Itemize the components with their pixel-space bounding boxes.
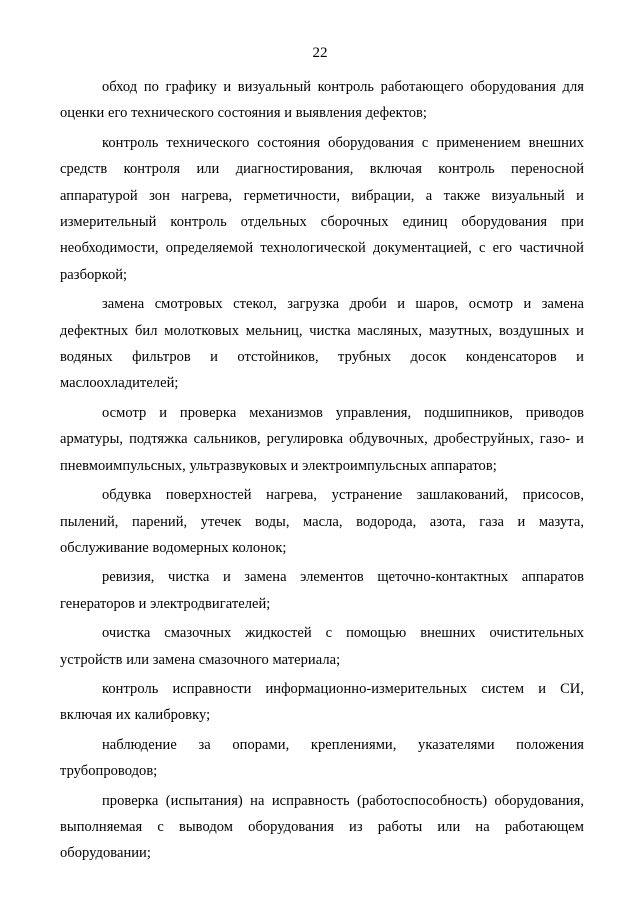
paragraph-technical-condition-control: контроль технического состояния оборудования с применением внешних средств контроля или диагностирования, включая контроль переносной аппаратурой зон нагрева, герметичности, вибрации, а также визуальный и измерительный контроль отдельных сборочных единиц оборудования при необходимости, определяемой технологической документацией, с его частичной разборкой; xyxy=(60,134,584,283)
paragraph-measurement-systems-control: контроль исправности информационно-измерительных систем и СИ, включая их калибровку; xyxy=(60,680,584,724)
paragraph-lubricant-cleaning: очистка смазочных жидкостей с помощью внешних очистительных устройств или замена смазочного материала; xyxy=(60,625,584,668)
paragraph-replacement-cleaning: замена смотровых стекол, загрузка дроби и шаров, осмотр и замена дефектных бил молотковых мельниц, чистка масляных, мазутных, воздушных и водяных фильтров и отстойников, трубных досок конденсаторов и маслоохладителей; xyxy=(60,296,584,392)
paragraph-pipeline-supports: наблюдение за опорами, креплениями, указателями положения трубопроводов; xyxy=(60,736,584,780)
document-body xyxy=(60,74,584,870)
paragraph-surface-blowing: обдувка поверхностей нагрева, устранение зашлакований, присосов, пылений, парений, утечек воды, масла, водорода, азота, газа и мазута, обслуживание водомерных колонок; xyxy=(60,487,584,556)
page-number: 22 xyxy=(312,45,328,61)
paragraph-operability-testing: проверка (испытания) на исправность (работоспособность) оборудования, выполняемая с выводом оборудования из работы или на работающем оборудовании; xyxy=(60,792,584,862)
paragraph-brush-apparatus-revision: ревизия, чистка и замена элементов щеточно-контактных аппаратов генераторов и электродвигателей; xyxy=(60,569,584,612)
paragraph-mechanism-check: осмотр и проверка механизмов управления, подшипников, приводов арматуры, подтяжка сальников, регулировка обдувочных, дробеструйных, газо- и пневмоимпульсных, ультразвуковых и электроимпульсных аппаратов; xyxy=(60,404,584,474)
paragraph-inspection-rounds: обход по графику и визуальный контроль работающего оборудования для оценки его технического состояния и выявления дефектов; xyxy=(60,79,584,122)
